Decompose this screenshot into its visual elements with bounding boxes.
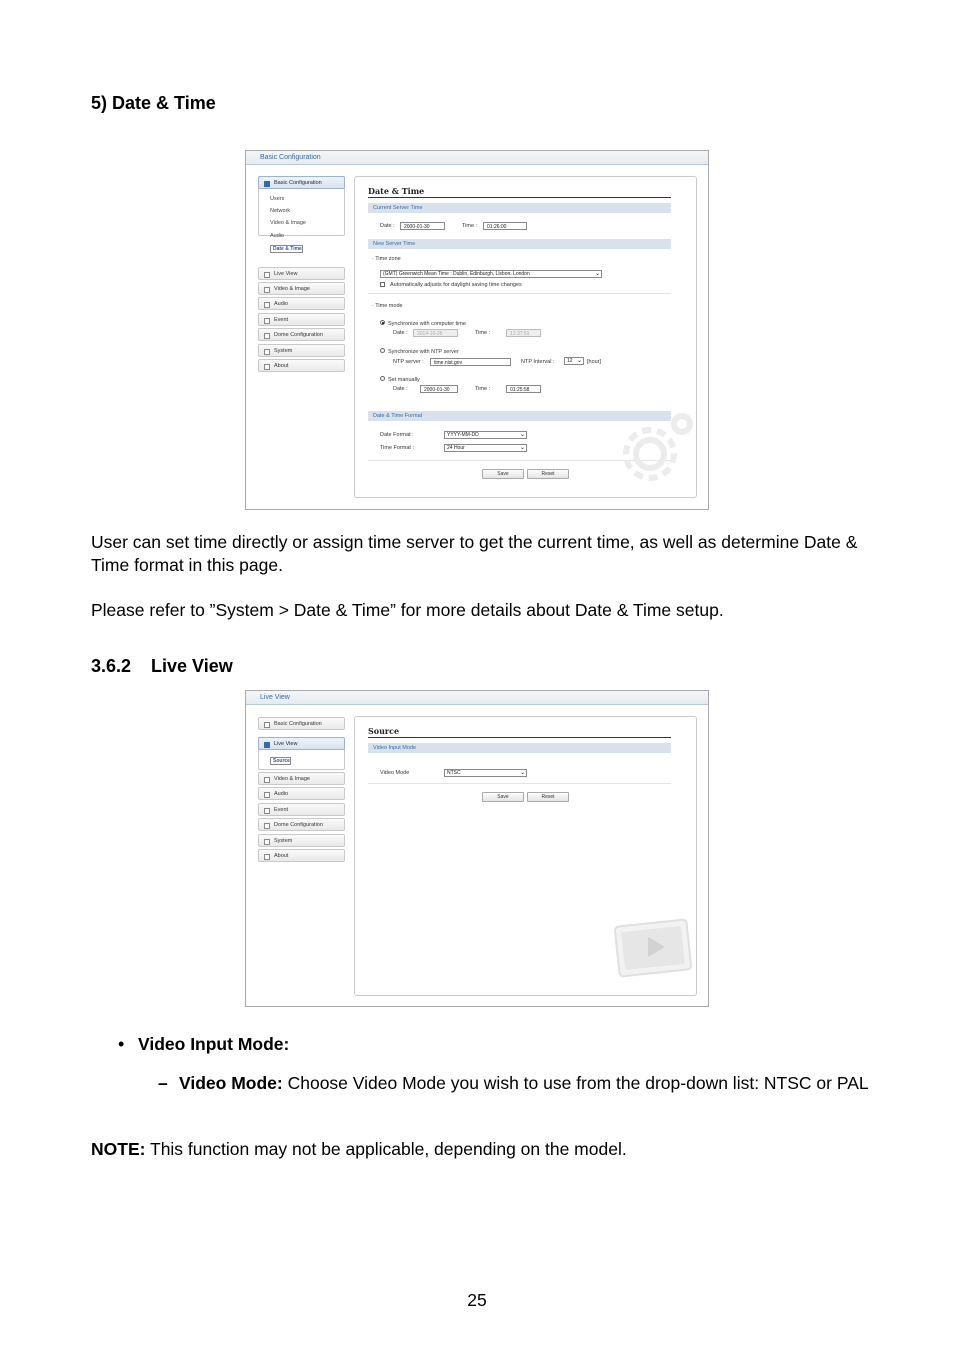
save-button[interactable]: Save (482, 469, 524, 479)
sidebar-subitem-users[interactable]: Users (270, 196, 285, 202)
new-server-time-band: New Server Time (368, 239, 671, 249)
sidebar-subitem-source[interactable]: Source (270, 757, 291, 765)
chevron-down-icon: ⌄ (594, 271, 600, 277)
sidebar-item-live-view[interactable]: Live View (258, 267, 345, 280)
sync-time-label: Time : (475, 330, 491, 336)
expand-icon (264, 854, 270, 860)
sidebar-subitem-date-time[interactable]: Date & Time (270, 245, 303, 253)
sidebar-item-dome-configuration[interactable]: Dome Configuration (258, 328, 345, 341)
sidebar-subitem-network[interactable]: Network (270, 208, 291, 214)
gear-icon (610, 402, 696, 488)
chevron-down-icon: ⌄ (519, 432, 525, 438)
expand-icon (264, 302, 270, 308)
sidebar-item-basic-configuration[interactable]: Basic Configuration (258, 717, 345, 730)
current-time-label: Time : (462, 223, 478, 229)
sidebar-item-about[interactable]: About (258, 359, 345, 372)
ntp-server-label: NTP server : (393, 359, 424, 365)
divider (368, 783, 671, 784)
manual-time-label: Time : (475, 386, 491, 392)
manual-time-field[interactable]: 01:25:58 (506, 385, 541, 393)
date-time-screenshot (245, 150, 709, 510)
sidebar-item-basic-configuration[interactable]: Basic Configuration (258, 176, 345, 189)
ntp-interval-unit: [hour] (587, 359, 602, 365)
expand-icon (264, 349, 270, 355)
time-format-select[interactable]: 24 Hour ⌄ (444, 444, 527, 452)
sync-ntp-label: Synchronize with NTP server (388, 349, 459, 355)
time-zone-label: · Time zone (372, 256, 401, 262)
save-button[interactable]: Save (482, 792, 524, 802)
current-server-time-band: Current Server Time (368, 203, 671, 213)
manual-date-field[interactable]: 2000-01-30 (420, 385, 458, 393)
time-mode-label: · Time mode (372, 303, 403, 309)
panel-title: Date & Time (368, 186, 425, 196)
reset-button[interactable]: Reset (527, 792, 569, 802)
panel-title: Source (368, 726, 400, 736)
sidebar-item-event[interactable]: Event (258, 313, 345, 326)
reset-button[interactable]: Reset (527, 469, 569, 479)
manual-date-label: Date : (393, 386, 408, 392)
sync-date-label: Date : (393, 330, 408, 336)
page-number: 25 (467, 1290, 487, 1310)
section-heading-date-time: 5) Date & Time (91, 93, 216, 113)
video-player-icon (613, 915, 695, 981)
set-manually-radio[interactable] (380, 376, 385, 381)
paragraph-refer: Please refer to ”System > Date & Time” for more details about Date & Time setup. (91, 600, 724, 620)
sidebar-item-event[interactable]: Event (258, 803, 345, 816)
sidebar-item-dome-configuration[interactable]: Dome Configuration (258, 818, 345, 831)
sync-computer-label: Synchronize with computer time (388, 321, 466, 327)
sub-bullet-dash: – (158, 1073, 168, 1093)
sidebar-item-audio[interactable]: Audio (258, 297, 345, 310)
expand-icon (264, 777, 270, 783)
sidebar-item-about[interactable]: About (258, 849, 345, 862)
bullet-video-input-mode: Video Input Mode: (138, 1034, 290, 1054)
expand-icon (264, 318, 270, 324)
dst-label: Automatically adjusts for daylight saving time changes (390, 282, 522, 288)
video-mode-label: Video Mode (380, 770, 410, 776)
expand-icon (264, 287, 270, 293)
source-panel (354, 716, 697, 996)
chevron-down-icon: ⌄ (576, 358, 582, 364)
screenshot-header: Basic Configuration (246, 151, 708, 165)
expand-icon (264, 364, 270, 370)
expand-icon (264, 792, 270, 798)
sub-bullet-video-mode: Video Mode: Choose Video Mode you wish to use from the drop-down list: NTSC or PAL (179, 1073, 869, 1093)
date-time-format-band: Date & Time Format (368, 411, 671, 421)
video-mode-select[interactable]: NTSC ⌄ (444, 769, 527, 777)
sidebar-item-system[interactable]: System (258, 834, 345, 847)
date-format-select[interactable]: YYYY-MM-DD ⌄ (444, 431, 527, 439)
expand-icon (264, 722, 270, 728)
ntp-interval-label: NTP Interval : (521, 359, 555, 365)
note-paragraph: NOTE: This function may not be applicable, depending on the model. (91, 1139, 627, 1159)
sync-ntp-radio[interactable] (380, 348, 385, 353)
expand-icon (264, 839, 270, 845)
sidebar-subitem-audio[interactable]: Audio (270, 233, 285, 239)
sidebar-item-video-image[interactable]: Video & Image (258, 282, 345, 295)
expand-icon (264, 742, 270, 748)
expand-icon (264, 272, 270, 278)
sidebar-item-system[interactable]: System (258, 344, 345, 357)
sync-time-field: 12:37:51 (506, 329, 541, 337)
paragraph-intro: User can set time directly or assign time server to get the current time, as well as determine Date & Time format in this page. (91, 532, 858, 575)
sidebar-item-video-image[interactable]: Video & Image (258, 772, 345, 785)
set-manually-label: Set manually (388, 377, 420, 383)
sync-date-field: 2014-10-25 (413, 329, 458, 337)
ntp-server-field[interactable]: time.nist.gov (430, 358, 511, 366)
sync-computer-radio[interactable] (380, 320, 385, 325)
date-time-panel (354, 176, 697, 498)
dst-checkbox[interactable] (380, 282, 385, 287)
expand-icon (264, 808, 270, 814)
screenshot-header: Live View (246, 691, 708, 705)
current-time-field: 01:26:00 (483, 222, 527, 230)
expand-icon (264, 333, 270, 339)
expand-icon (264, 181, 270, 187)
section-heading-live-view: 3.6.2 Live View (91, 656, 233, 676)
date-format-label: Date Format : (380, 432, 414, 438)
current-date-label: Date : (380, 223, 395, 229)
title-divider (368, 197, 671, 198)
chevron-down-icon: ⌄ (519, 445, 525, 451)
divider (368, 293, 671, 294)
sidebar-subitem-video-image[interactable]: Video & Image (270, 220, 306, 226)
title-divider (368, 737, 671, 738)
time-zone-select[interactable]: (GMT) Greenwich Mean Time : Dublin, Edinburgh, Lisbon, London ⌄ (380, 270, 602, 278)
video-input-mode-band: Video Input Mode (368, 743, 671, 753)
live-view-screenshot (245, 690, 709, 1007)
time-format-label: Time Format : (380, 445, 415, 451)
expand-icon (264, 823, 270, 829)
sidebar-item-live-view[interactable]: Live View (258, 737, 345, 750)
current-date-field: 2000-01-30 (400, 222, 445, 230)
chevron-down-icon: ⌄ (519, 770, 525, 776)
sidebar-item-audio[interactable]: Audio (258, 787, 345, 800)
bullet-dot: • (118, 1034, 125, 1054)
ntp-interval-select[interactable]: 12 ⌄ (564, 357, 584, 365)
